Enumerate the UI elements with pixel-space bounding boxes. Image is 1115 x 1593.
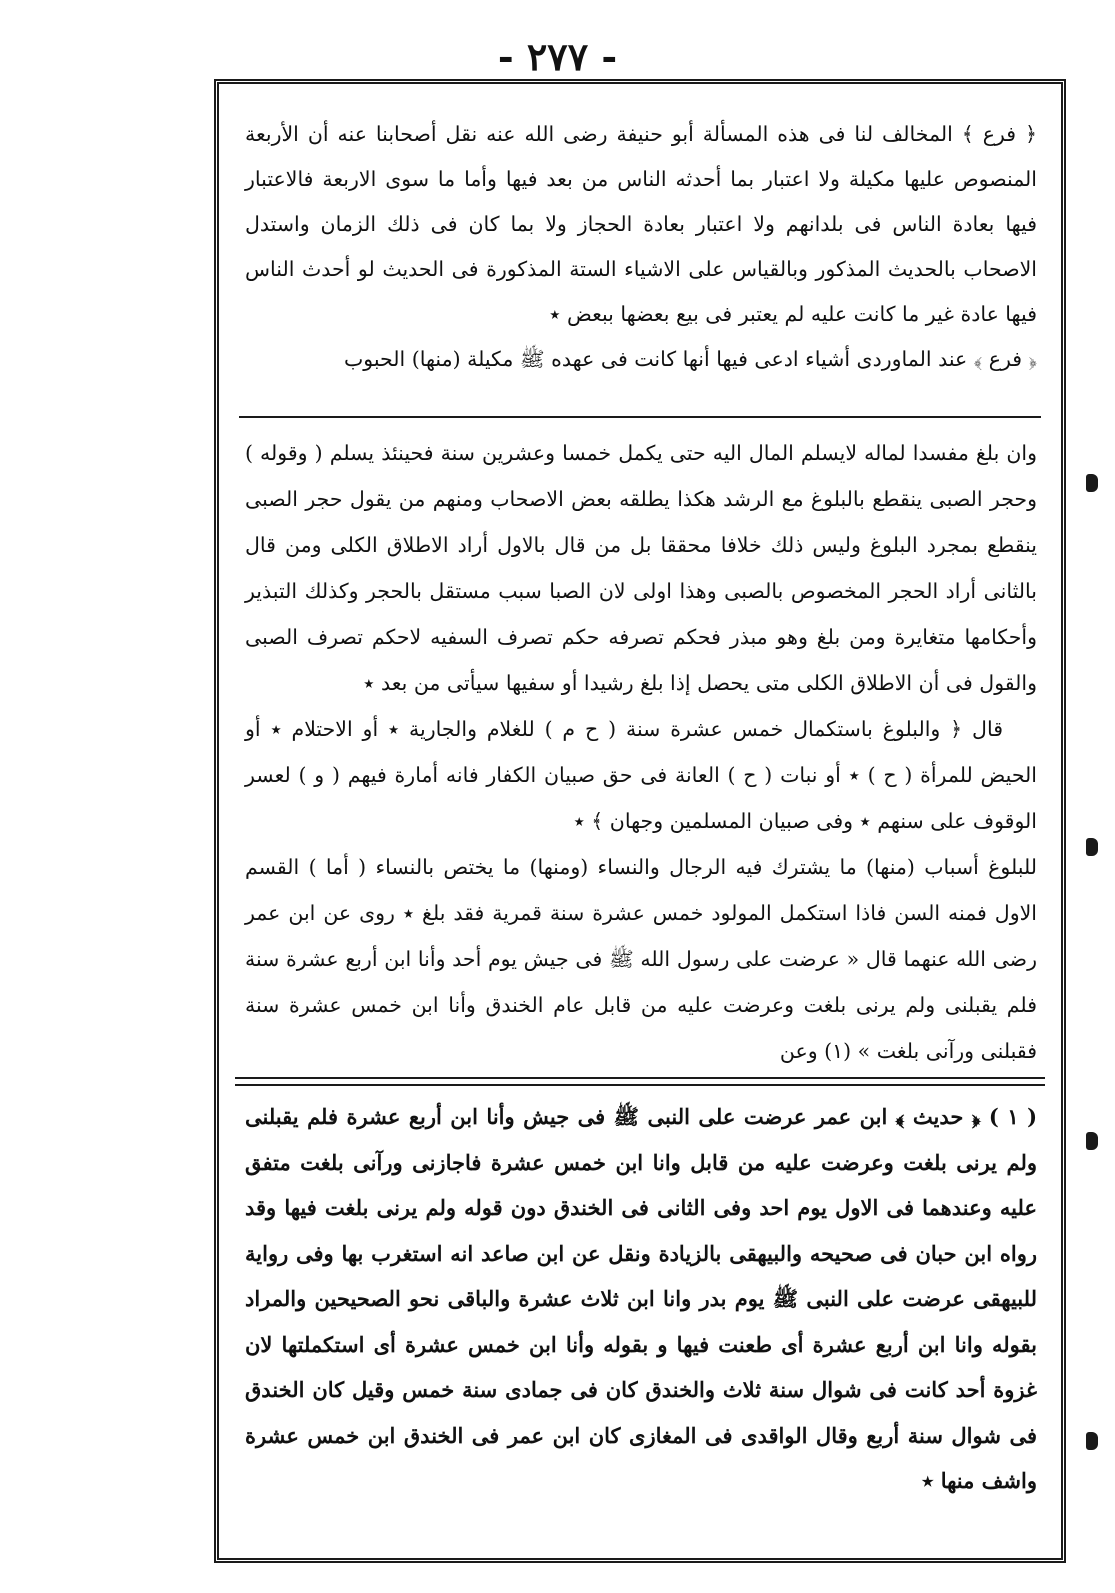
paragraph-rushd: وان بلغ مفسدا لماله لايسلم المال اليه حتى يكمل خمسا وعشرين سنة فحينئذ يسلم ( وقوله ) وحجر الصبى ينقطع بالبلوغ مع الرشد هكذا يطلقه بعض الاصحاب ومنهم من يقول حجر الصبى ينقطع بمجرد البلوغ وليس ذلك خلافا محققا بل من قال بالاول أراد الاطلاق الكلى ومن قال بالثانى أراد الحجر المخصوص بالصبى وهذا اولى لان الصبا سبب مستقل بالحجر وكذلك التبذير وأحكامها متغايرة ومن بلغ وهو مبذر فحكم تصرفه حكم تصرف السفيه لاحكم تصرف الصبى والقول فى أن الاطلاق الكلى متى يحصل إذا بلغ رشيدا أو سفيها سيأتى من بعد ٭ xyxy=(245,441,1037,695)
section-divider xyxy=(239,416,1041,418)
paragraph-far-mawardi: ﴿ فرع ﴾ عند الماوردى أشياء ادعى فيها أنها كانت فى عهده ﷺ مكيلة (منها) الحبوب xyxy=(343,347,1037,371)
main-section xyxy=(245,430,1037,1070)
paragraph-bulugh-matn: قال ﴿ والبلوغ باستكمال خمس عشرة سنة ( ح م ) للغلام والجارية ٭ أو الاحتلام ٭ أو الحيض للمرأة ( ح ) ٭ أو نبات ( ح ) العانة فى حق صبيان الكفار فانه أمارة فيهم ( و ) لعسر الوقوف على سنهم ٭ وفى صبيان المسلمين وجهان ﴾ ٭ xyxy=(245,717,1037,833)
text-frame xyxy=(214,79,1066,1563)
upper-section xyxy=(245,112,1037,412)
page-number: - ٢٧٧ - xyxy=(497,34,618,79)
footnote-divider xyxy=(235,1077,1045,1086)
binding-mark xyxy=(1086,838,1098,856)
footnote-section xyxy=(245,1094,1037,1534)
paragraph-bulugh-sharh: للبلوغ أسباب (منها) ما يشترك فيه الرجال والنساء (ومنها) ما يختص بالنساء ( أما ) القسم الاول فمنه السن فاذا استكمل المولود خمس عشرة سنة قمرية فقد بلغ ٭ روى عن ابن عمر رضى الله عنهما قال « عرضت على رسول الله ﷺ فى جيش يوم أحد وأنا ابن أربع عشرة سنة فلم يقبلنى ولم يرنى بلغت وعرضت عليه من قابل عام الخندق وأنا ابن خمس عشرة سنة فقبلنى ورآنى بلغت » (١) وعن xyxy=(245,855,1037,1063)
binding-mark xyxy=(1086,1432,1098,1450)
binding-mark xyxy=(1086,474,1098,492)
paragraph-far-abu-hanifa: ﴿ فرع ﴾ المخالف لنا فى هذه المسألة أبو حنيفة رضى الله عنه نقل أصحابنا عنه أن الأربعة المنصوص عليها مكيلة ولا اعتبار بما أحدثه الناس من بعد فيها وأما ما سوى الاربعة فالاعتبار فيها بعادة الناس فى بلدانهم ولا اعتبار بعادة الحجاز ولا بما كان فى ذلك الزمان واستدل الاصحاب بالحديث المذكور وبالقياس على الاشياء الستة المذكورة فى الحديث لو أحدث الناس فيها عادة غير ما كانت عليه لم يعتبر فى بيع بعضها ببعض ٭ xyxy=(245,122,1037,326)
binding-mark xyxy=(1086,1132,1098,1150)
footnote-hadith-ibn-umar: ( ١ ) ﴿ حديث ﴾ ابن عمر عرضت على النبى ﷺ فى جيش وأنا ابن أربع عشرة فلم يقبلنى ولم يرنى بلغت وعرضت عليه من قابل وانا ابن خمس عشرة فاجازنى ورآنى بلغت متفق عليه وعندهما فى الاول يوم احد وفى الثانى فى الخندق دون قوله ولم يرنى بلغت فيها وقد رواه ابن حبان فى صحيحه والبيهقى بالزيادة ونقل عن ابن صاعد انه استغرب بها وفى رواية للبيهقى عرضت على النبى ﷺ يوم بدر وانا ابن ثلاث عشرة والباقى نحو الصحيحين والمراد بقوله وانا ابن أربع عشرة أى طعنت فيها و بقوله وأنا ابن خمس عشرة أى استكملتها لان غزوة أحد كانت فى شوال سنة ثلاث والخندق كان فى جمادى سنة خمس وقيل كان الخندق فى شوال سنة أربع وقال الواقدى فى المغازى كان ابن عمر فى الخندق ابن خمس عشرة واشف منها ٭ xyxy=(245,1104,1037,1493)
